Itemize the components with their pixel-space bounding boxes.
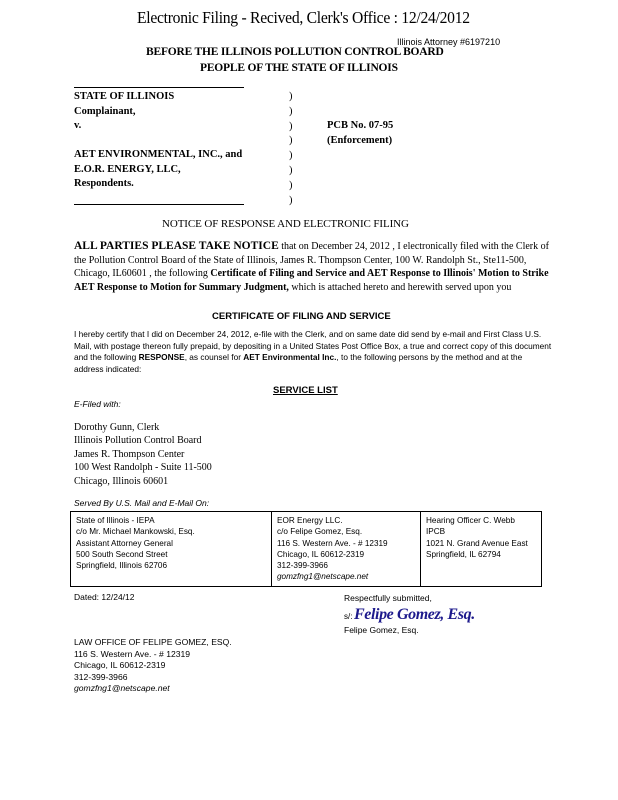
address-line: Springfield, IL 62794 <box>426 549 501 559</box>
clerk-address <box>74 421 212 488</box>
recipient-eor <box>272 512 421 587</box>
firm-line: 116 S. Western Ave. - # 12319 <box>74 648 191 659</box>
paren: ) <box>289 91 293 102</box>
address-line: State of Illinois - IEPA <box>76 516 155 525</box>
firm-line: 312-399-3966 <box>74 671 128 682</box>
caption-party-complainant: STATE OF ILLINOIS <box>74 91 175 102</box>
address-line: IPCB <box>426 527 446 537</box>
caption-parentheses <box>289 90 293 208</box>
respectfully-submitted: Respectfully submitted, <box>344 593 432 603</box>
cert-text-3: , to the following persons by the method and at the address indicated: <box>74 352 523 374</box>
address-line: 312-399-3966 <box>277 561 328 571</box>
signature-prefix: s/: <box>344 612 353 621</box>
recipient-hearing-officer <box>421 512 542 587</box>
notice-text-1: that on December 24, 2012 , I electronically filed with the Clerk of the Pollution Control Board of the State of Illinois, James R. Thompson Center, 100 W. Randolph St., Ste11-500, Chicago, IL60601 , the following <box>74 241 549 279</box>
people-heading: PEOPLE OF THE STATE OF ILLINOIS <box>200 62 398 74</box>
paren: ) <box>289 135 293 147</box>
service-list-title: SERVICE LIST <box>273 385 338 396</box>
address-line: c/o Mr. Michael Mankowski, Esq. <box>76 527 195 537</box>
case-type: (Enforcement) <box>327 134 393 146</box>
address-line: Springfield, Illinois 62706 <box>76 561 168 571</box>
signer-name: Felipe Gomez, Esq. <box>344 625 419 635</box>
firm-email-link[interactable]: gomzfng1@netscape.net <box>74 683 170 693</box>
table-row <box>71 512 542 587</box>
service-table <box>70 511 542 587</box>
cert-text-2: , as counsel for <box>184 352 244 363</box>
caption-role-respondents: Respondents. <box>74 178 134 189</box>
address-line: c/o Felipe Gomez, Esq. <box>277 527 363 537</box>
notice-documents: Certificate of Filing and Service and AET Response to Illinois' Motion to Strike AET Response to Motion for Summary Judgment, <box>74 268 549 293</box>
caption-party-eor: E.O.R. ENERGY, LLC, <box>74 163 181 175</box>
paren: ) <box>289 150 293 162</box>
caption-versus: v. <box>74 120 82 131</box>
clerk-line: Dorothy Gunn, Clerk <box>74 422 160 433</box>
board-heading: BEFORE THE ILLINOIS POLLUTION CONTROL BOARD <box>146 46 444 58</box>
paren: ) <box>289 105 293 117</box>
address-line: Chicago, IL 60612-2319 <box>277 549 365 559</box>
firm-line: Chicago, IL 60612-2319 <box>74 660 166 670</box>
paren: ) <box>289 179 293 191</box>
email-link[interactable]: gomzfng1@netscape.net <box>277 572 369 582</box>
notice-paragraph <box>74 240 554 294</box>
cert-response: RESPONSE <box>138 352 185 363</box>
certificate-paragraph <box>74 329 554 375</box>
clerk-line: 100 West Randolph - Suite 11-500 <box>74 462 212 474</box>
caption-bottom-rule <box>74 204 244 205</box>
clerk-line: Illinois Pollution Control Board <box>74 435 202 447</box>
certificate-title: CERTIFICATE OF FILING AND SERVICE <box>212 311 391 322</box>
paren: ) <box>289 120 293 132</box>
clerk-line: James R. Thompson Center <box>74 448 185 460</box>
notice-lead: ALL PARTIES PLEASE TAKE NOTICE <box>74 240 279 252</box>
firm-line: LAW OFFICE OF FELIPE GOMEZ, ESQ. <box>74 637 232 647</box>
efiled-label: E-Filed with: <box>74 399 121 409</box>
caption-role-complainant: Complainant, <box>74 105 136 117</box>
case-number: PCB No. 07-95 <box>327 120 394 131</box>
caption-party-aet: AET ENVIRONMENTAL, INC., and <box>74 149 243 160</box>
recipient-iepa <box>71 512 272 587</box>
cert-client: AET Environmental Inc. <box>243 352 337 363</box>
firm-address <box>74 637 232 695</box>
notice-title: NOTICE OF RESPONSE AND ELECTRONIC FILING <box>162 218 409 230</box>
caption-top-rule <box>74 87 244 88</box>
address-line: 116 S. Western Ave. - # 12319 <box>277 538 388 548</box>
address-line: Assistant Attorney General <box>76 538 173 548</box>
paren: ) <box>289 194 293 206</box>
served-label: Served By U.S. Mail and E-Mail On: <box>74 498 210 508</box>
address-line: 500 South Second Street <box>76 549 168 559</box>
cert-text-1: I hereby certify that I did on December 24, 2012, e-file with the Clerk, and on same date did send by e-mail and First Class U.S. Mail, with postage thereon fully prepaid, by depositing in a United States Post Office Box, a true and correct copy of this document and the following <box>74 329 552 363</box>
notice-text-2: which is attached hereto and herewith served upon you <box>288 281 512 293</box>
attorney-number: Illinois Attorney #6197210 <box>397 37 501 47</box>
signature: Felipe Gomez, Esq. <box>354 606 475 623</box>
address-line: EOR Energy LLC. <box>277 516 343 525</box>
clerk-line: Chicago, Illinois 60601 <box>74 475 169 487</box>
address-line: Hearing Officer C. Webb <box>426 516 515 525</box>
paren: ) <box>289 164 293 176</box>
electronic-filing-stamp: Electronic Filing - Recived, Clerk's Office : 12/24/2012 <box>137 8 470 27</box>
address-line: 1021 N. Grand Avenue East <box>426 538 528 548</box>
dated: Dated: 12/24/12 <box>74 592 135 602</box>
